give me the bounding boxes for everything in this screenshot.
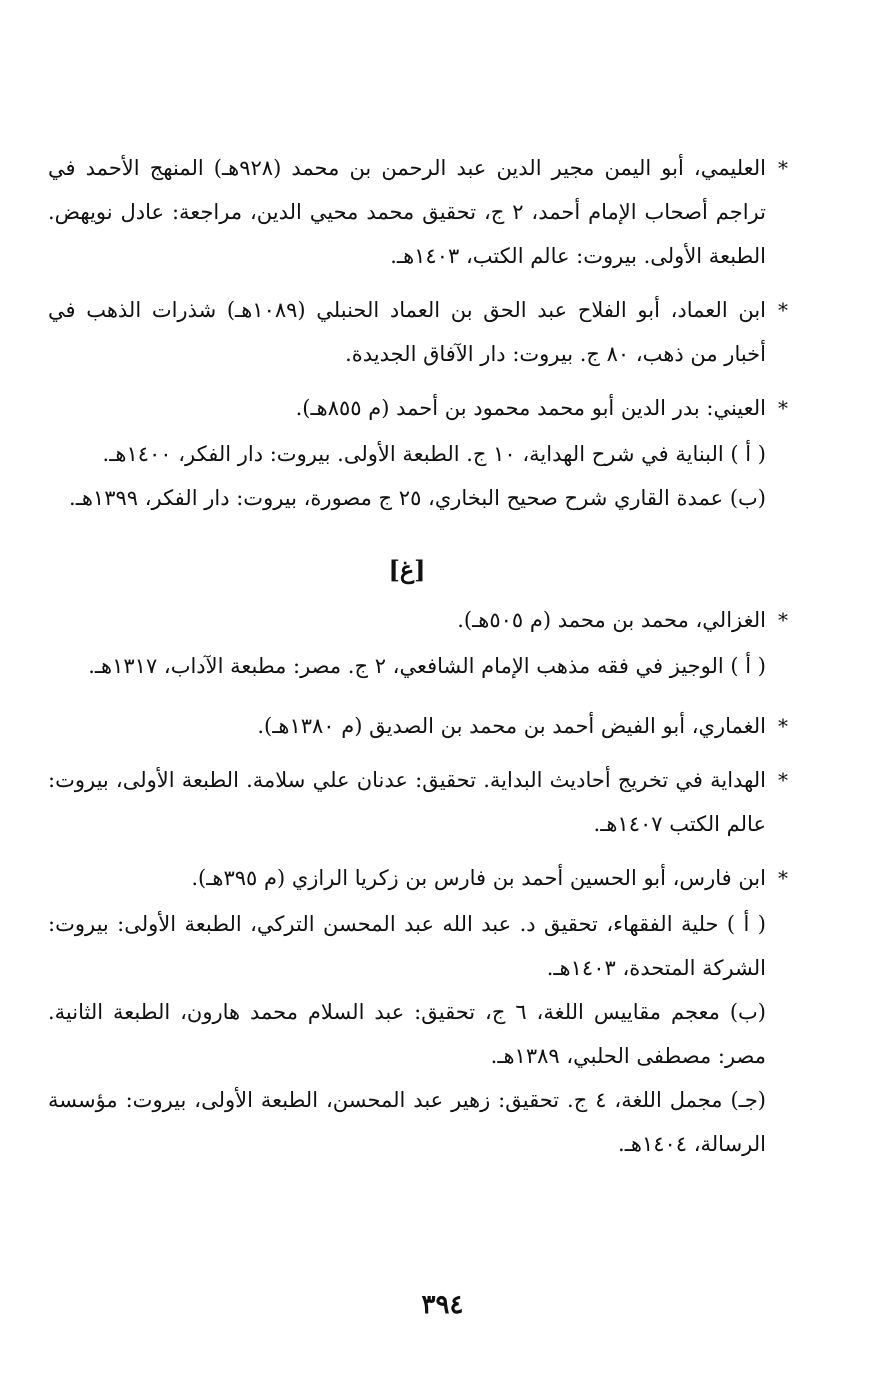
- entry-text: العليمي، أبو اليمن مجير الدين عبد الرحمن بن محمد (٩٢٨هـ) المنهج الأحمد في تراجم أصحاب الإمام أحمد، ٢ ج، تحقيق محمد محيي الدين، مراجعة: عادل نويهض. الطبعة الأولى. بيروت: عالم الكتب، ١٤٠٣هـ.: [48, 156, 767, 268]
- entry-text: ابن العماد، أبو الفلاح عبد الحق بن العماد الحنبلي (١٠٨٩هـ) شذرات الذهب في أخبار من ذهب، ٨٠ ج. بيروت: دار الآفاق الجديدة.: [48, 298, 766, 366]
- bib-entry-alghazali: [48, 598, 788, 688]
- entry-text: الغزالي، محمد بن محمد (م ٥٠٥هـ).: [457, 608, 766, 632]
- page-number: ٣٩٤: [421, 1290, 464, 1320]
- bib-entry-alghumari: [48, 704, 788, 748]
- sub-entry: ( أ ) حلية الفقهاء، تحقيق د. عبد الله عبد المحسن التركي، الطبعة الأولى: بيروت: الشركة المتحدة، ١٤٠٣هـ.: [48, 912, 766, 980]
- sub-entry: (جـ) مجمل اللغة، ٤ ج. تحقيق: زهير عبد المحسن، الطبعة الأولى، بيروت: مؤسسة الرسالة، ١٤٠٤هـ.: [48, 1088, 766, 1156]
- entry-text: ابن فارس، أبو الحسين أحمد بن فارس بن زكريا الرازي (م ٣٩٥هـ).: [191, 866, 766, 890]
- bibliography-content: [48, 146, 788, 1166]
- entry-bullet-icon: *: [778, 714, 788, 738]
- entry-bullet-icon: *: [778, 768, 788, 792]
- entry-bullet-icon: *: [778, 156, 788, 180]
- entry-text: الغماري، أبو الفيض أحمد بن محمد بن الصديق (م ١٣٨٠هـ).: [257, 714, 766, 738]
- section-heading: [غ]: [388, 555, 426, 584]
- sub-entry: ( أ ) البناية في شرح الهداية، ١٠ ج. الطبعة الأولى. بيروت: دار الفكر، ١٤٠٠هـ.: [102, 442, 766, 466]
- entry-bullet-icon: *: [778, 396, 788, 420]
- entry-text: الهداية في تخريج أحاديث البداية. تحقيق: عدنان علي سلامة. الطبعة الأولى، بيروت: عالم الكتب ١٤٠٧هـ.: [48, 768, 766, 836]
- sub-entry: (ب) معجم مقاييس اللغة، ٦ ج، تحقيق: عبد السلام محمد هارون، الطبعة الثانية. مصر: مصطفى الحلبي، ١٣٨٩هـ.: [48, 1000, 766, 1068]
- bib-entry-ibn-alimad: [48, 288, 788, 376]
- bib-entry-alhidaya: [48, 758, 788, 846]
- bib-entry-alayni: [48, 386, 788, 520]
- bib-entry-alulaymi: [48, 146, 788, 278]
- sub-entry: (ب) عمدة القاري شرح صحيح البخاري، ٢٥ ج مصورة، بيروت: دار الفكر، ١٣٩٩هـ.: [69, 486, 766, 510]
- entry-text: العيني: بدر الدين أبو محمد محمود بن أحمد (م ٨٥٥هـ).: [295, 396, 766, 420]
- entry-bullet-icon: *: [778, 298, 788, 322]
- bib-entry-ibn-faris: [48, 856, 788, 1166]
- entry-bullet-icon: *: [778, 608, 788, 632]
- entry-bullet-icon: *: [778, 866, 788, 890]
- sub-entry: ( أ ) الوجيز في فقه مذهب الإمام الشافعي، ٢ ج. مصر: مطبعة الآداب، ١٣١٧هـ.: [88, 654, 766, 678]
